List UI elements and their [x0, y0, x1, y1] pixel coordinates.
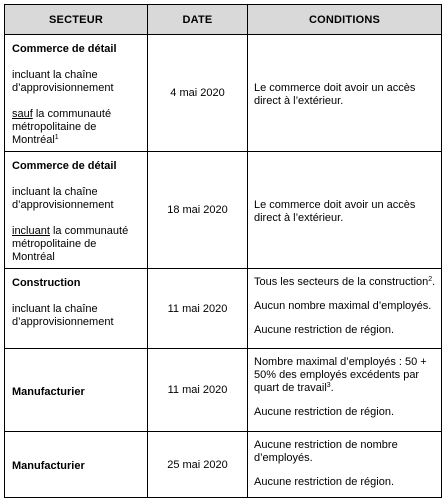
footnote-marker: 3 [326, 382, 331, 389]
sector-cell [5, 269, 148, 349]
sector-region-note: incluant la communauté métropolitaine de Montréal [12, 225, 129, 263]
header-secteur: SECTEUR [5, 5, 148, 35]
footnote-marker: 2 [428, 276, 433, 283]
sector-cell [5, 35, 148, 152]
conditions-cell [248, 269, 442, 349]
header-date: DATE [148, 5, 248, 35]
conditions-cell [248, 35, 442, 152]
sector-cell [5, 432, 148, 498]
footnote-marker: 1 [54, 134, 59, 141]
sector-title: Construction [12, 277, 81, 289]
underlined-qualifier: sauf [12, 108, 33, 120]
sector-note: incluant la chaîne d’approvisionnement [12, 69, 114, 94]
condition-text: Aucun nombre maximal d’employés. [254, 300, 432, 312]
table-row [5, 349, 442, 432]
date-cell: 18 mai 2020 [148, 152, 248, 269]
condition-text: Nombre maximal d’employés : 50 + 50% des employés excédents par quart de travail$^3$. [254, 356, 427, 394]
date-cell: 11 mai 2020 [148, 349, 248, 432]
date-cell: 11 mai 2020 [148, 269, 248, 349]
sector-title: Commerce de détail [12, 160, 117, 172]
condition-text: Le commerce doit avoir un accès direct à l’extérieur. [254, 81, 416, 107]
sector-title: Manufacturier [12, 460, 85, 472]
sector-title: Commerce de détail [12, 43, 117, 55]
sector-cell [5, 152, 148, 269]
date-cell: 25 mai 2020 [148, 432, 248, 498]
condition-text: Aucune restriction de région. [254, 324, 395, 336]
reopening-table [4, 4, 442, 498]
header-row [5, 5, 442, 35]
condition-text: Aucune restriction de région. [254, 476, 395, 488]
condition-text: Le commerce doit avoir un accès direct à l’extérieur. [254, 198, 416, 224]
sector-region-note: sauf la communauté métropolitaine de Montréal$^1$ [12, 108, 112, 146]
conditions-cell [248, 432, 442, 498]
sector-note: incluant la chaîne d’approvisionnement [12, 186, 114, 211]
conditions-cell [248, 152, 442, 269]
header-conditions: CONDITIONS [248, 5, 442, 35]
sector-cell [5, 349, 148, 432]
table-row [5, 269, 442, 349]
sector-title: Manufacturier [12, 385, 85, 398]
conditions-cell [248, 349, 442, 432]
date-cell: 4 mai 2020 [148, 35, 248, 152]
table-row [5, 35, 442, 152]
table-row [5, 432, 442, 498]
underlined-qualifier: incluant [12, 225, 50, 237]
condition-text: Tous les secteurs de la construction$^2$. [254, 276, 436, 288]
sector-note: incluant la chaîne d’approvisionnement [12, 303, 114, 328]
table-row [5, 152, 442, 269]
condition-text: Aucune restriction de nombre d’employés. [254, 439, 398, 464]
condition-text: Aucune restriction de région. [254, 406, 395, 418]
